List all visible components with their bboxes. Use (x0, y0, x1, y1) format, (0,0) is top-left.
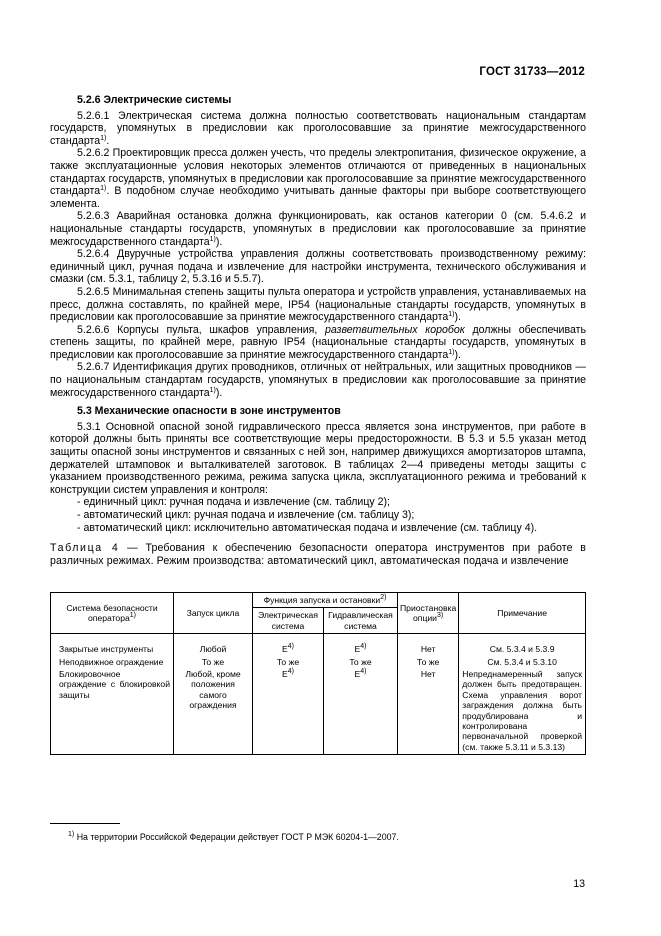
cell-hydraulic: $E^{4)}$ (324, 634, 398, 656)
cell-note: См. 5.3.4 и 5.3.9 (459, 634, 586, 656)
column-header-note: Примечание (459, 593, 586, 634)
cell-electric: То же (253, 656, 324, 668)
column-header-system: Система безопасности оператора$^{1)}$ (51, 593, 174, 634)
cell-note: См. 5.3.4 и 5.3.10 (459, 656, 586, 668)
cell-electric: $E^{4)}$ (253, 668, 324, 755)
paragraph-5-2-6-1: 5.2.6.1 Электрическая система должна полностью соответствовать национальным стандартам государств, упомянутых в предисловии как проголосовавшие за принятие межгосударственного стандарта$^{1)}$. (50, 109, 586, 147)
cell-electric: $E^{4)}$ (253, 634, 324, 656)
cell-hydraulic: То же (324, 656, 398, 668)
cell-stop: Нет (398, 668, 459, 755)
list-item: - автоматический цикл: исключительно автоматическая подача и извлечение (см. таблицу 4). (77, 521, 538, 534)
column-header-start: Запуск цикла (174, 593, 253, 634)
table-caption: Таблица 4 — Требования к обеспечению безопасности оператора инструментов при работе в различных режимах. Режим производства: автоматический цикл, автоматическая подача и извлечение (50, 542, 586, 567)
cell-start: То же (174, 656, 253, 668)
section-heading-5-3: 5.3 Механические опасности в зоне инструментов (77, 405, 341, 418)
table-row (51, 634, 586, 656)
column-header-function: Функция запуска и остановки$^{2)}$ (253, 593, 398, 608)
cell-start: Любой (174, 634, 253, 656)
cell-hydraulic: $E^{4)}$ (324, 668, 398, 755)
column-header-stop: Приостановка опции$^{3)}$ (398, 593, 459, 634)
cell-system: Закрытые инструменты (51, 634, 174, 656)
list-item: - автоматический цикл: ручная подача и извлечение (см. таблицу 3); (77, 509, 415, 521)
cell-system: Блокировочное ограждение с блокировкой защиты (51, 668, 174, 755)
list-item: - единичный цикл: ручная подача и извлечение (см. таблицу 2); (77, 496, 390, 509)
paragraph-5-3-1: 5.3.1 Основной опасной зоной гидравлического пресса является зона инструментов, при работе в которой должны быть приняты все соответствующие меры предосторожности. В 5.3 и 5.5 указан метод защиты опасной зоны инструментов и связанных с ней зон, например движущихся амортизаторов штампа, держателей штамповок и выталкивателей заготовок. В таблицах 2—4 приведены методы защиты с указанием производственного режима, режима запуска цикла, эксплуатационного режима и требований к конструкции систем управления и контроля: (50, 420, 586, 496)
section-heading-5-2-6: 5.2.6 Электрические системы (77, 94, 232, 106)
cell-stop: То же (398, 656, 459, 668)
paragraph-5-2-6-4: 5.2.6.4 Двуручные устройства управления должны соответствовать производственному режиму: единичный цикл, ручная подача и извлечение для настройки инструмента, технического обслуживания и смазки (см. 5.3.1, таблицу 2, 5.3.16 и 5.5.7). (50, 248, 586, 286)
table-row (51, 656, 586, 668)
footnote: $^{1)}$ На территории Российской Федерации действует ГОСТ Р МЭК 60204-1—2007. (68, 831, 399, 842)
page-body (50, 94, 586, 567)
paragraph-5-2-6-6: 5.2.6.6 Корпусы пульта, шкафов управления, разветвительных коробок должны обеспечивать степень защиты, по крайней мере, равную IP54 (национальные стандарты государств, упомянутых в предисловии как проголосовавшие за принятие межгосударственного стандарта$^{1)}$). (50, 323, 586, 361)
cell-note: Непреднамеренный запуск должен быть предотвращен. Схема управления ворот заграждения должна быть продублирована и контролирована первоначальной проверкой (см. также 5.3.11 и 5.3.13) (459, 668, 586, 755)
cell-stop: Нет (398, 634, 459, 656)
cell-system: Неподвижное ограждение (51, 656, 174, 668)
paragraph-5-2-6-3: 5.2.6.3 Аварийная остановка должна функционировать, как останов категории 0 (см. 5.4.6.2 и национальные стандарты государств, упомянутых в предисловии как проголосовавшие за принятие межгосударственного стандарта$^{1)}$). (50, 210, 586, 248)
paragraph-5-2-6-7: 5.2.6.7 Идентификация других проводников, отличных от нейтральных, или защитных проводников — по национальным стандартам государств, упомянутых в предисловии как проголосовавшие за принятие межгосударственного стандарта$^{1)}$). (50, 361, 586, 399)
footnote-divider (50, 823, 120, 824)
page-number: 13 (573, 878, 585, 890)
paragraph-5-2-6-5: 5.2.6.5 Минимальная степень защиты пульта оператора и устройств управления, устанавливаемых на пресс, должна составлять, по крайней мере, IP54 (национальные стандарты государств, упомянутых в предисловии как проголосовавшие за принятие межгосударственного стандарта$^{1)}$). (50, 285, 586, 324)
table-row (51, 668, 586, 755)
table-4 (50, 592, 586, 755)
paragraph-5-2-6-2: 5.2.6.2 Проектировщик пресса должен учесть, что пределы электропитания, физическое окружение, а также эксплуатационные условия некоторых элементов отличаются от приведенных в национальных стандартах государств, упомянутых в предисловии как проголосовавшие за принятие межгосударственного стандарта$^{1)}$. В подобном случае необходимо учитывать данные факторы при выборе соответствующего элемента. (50, 147, 586, 210)
column-header-hydraulic: Гидравлическая система (324, 608, 398, 634)
document-header: ГОСТ 31733—2012 (479, 66, 585, 78)
cell-start: Любой, кроме положения самого ограждения (174, 668, 253, 755)
column-header-electric: Электрическая система (253, 608, 324, 634)
